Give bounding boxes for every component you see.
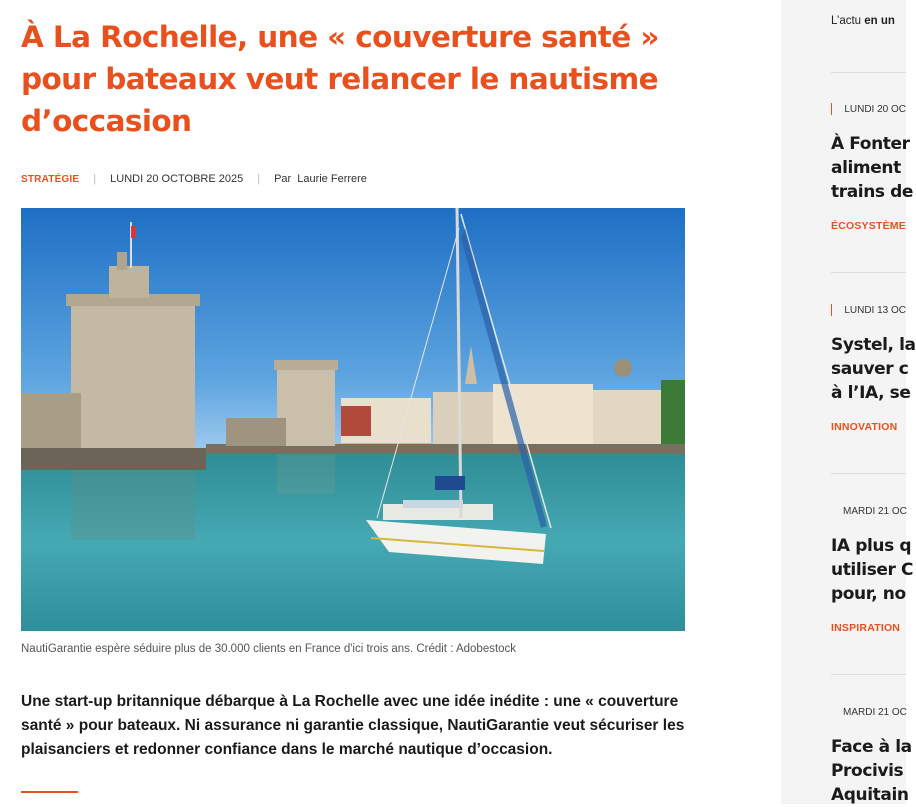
hero-image <box>21 208 685 631</box>
lead-divider <box>21 791 78 793</box>
sidebar-header <box>831 15 895 27</box>
sidebar-news-card[interactable] <box>831 102 914 232</box>
news-title-link[interactable]: Systel, la sauver c à l’IA, se <box>831 335 916 403</box>
article-author-link[interactable]: Laurie Ferrere <box>297 173 367 185</box>
news-date: MARDI 21 OC <box>843 505 907 517</box>
meta-separator: | <box>93 173 97 185</box>
news-date: MARDI 21 OC <box>843 706 907 718</box>
sidebar-divider <box>831 473 906 474</box>
article-title: À La Rochelle, une « couverture santé » pour bateaux veut relancer le nautisme d’occasion <box>21 20 659 138</box>
la-rochelle-harbor-illustration <box>21 208 685 631</box>
news-category-link[interactable]: INSPIRATION <box>831 622 901 634</box>
sidebar-news-card[interactable] <box>831 504 914 634</box>
image-caption: NautiGarantie espère séduire plus de 30.000 clients en France d'ici trois ans. Crédit : Adobestock <box>21 643 517 655</box>
sidebar-divider <box>831 72 906 73</box>
news-date: LUNDI 13 OC <box>831 303 906 317</box>
sidebar-header-bold: en un <box>864 15 895 27</box>
sidebar-news-card[interactable] <box>831 705 912 807</box>
news-title-link[interactable]: Face à la Procivis Aquitain <box>831 737 912 805</box>
sidebar-news-card[interactable] <box>831 303 916 433</box>
sidebar-header-prefix: L’actu <box>831 15 862 27</box>
news-date: LUNDI 20 OC <box>831 102 906 116</box>
article-lead: Une start-up britannique débarque à La Rochelle avec une idée inédite : une « couverture santé » pour bateaux. Ni assurance ni garantie classique, NautiGarantie veut sécuriser les plaisanciers et redonner confiance dans le marché nautique d’occasion. <box>21 693 685 758</box>
article-category-link[interactable]: STRATÉGIE <box>21 173 80 185</box>
by-label: Par <box>274 173 292 185</box>
article-date: LUNDI 20 OCTOBRE 2025 <box>110 173 244 185</box>
sidebar-divider <box>831 272 906 273</box>
news-category-link[interactable]: ÉCOSYSTÈME <box>831 220 906 232</box>
news-title-link[interactable]: IA plus q utiliser C pour, no <box>831 536 914 604</box>
news-category-link[interactable]: INNOVATION <box>831 421 898 433</box>
news-title-link[interactable]: À Fonter aliment trains de <box>831 134 914 202</box>
sidebar-divider <box>831 674 906 675</box>
article-meta <box>21 171 367 187</box>
meta-separator: | <box>257 173 261 185</box>
